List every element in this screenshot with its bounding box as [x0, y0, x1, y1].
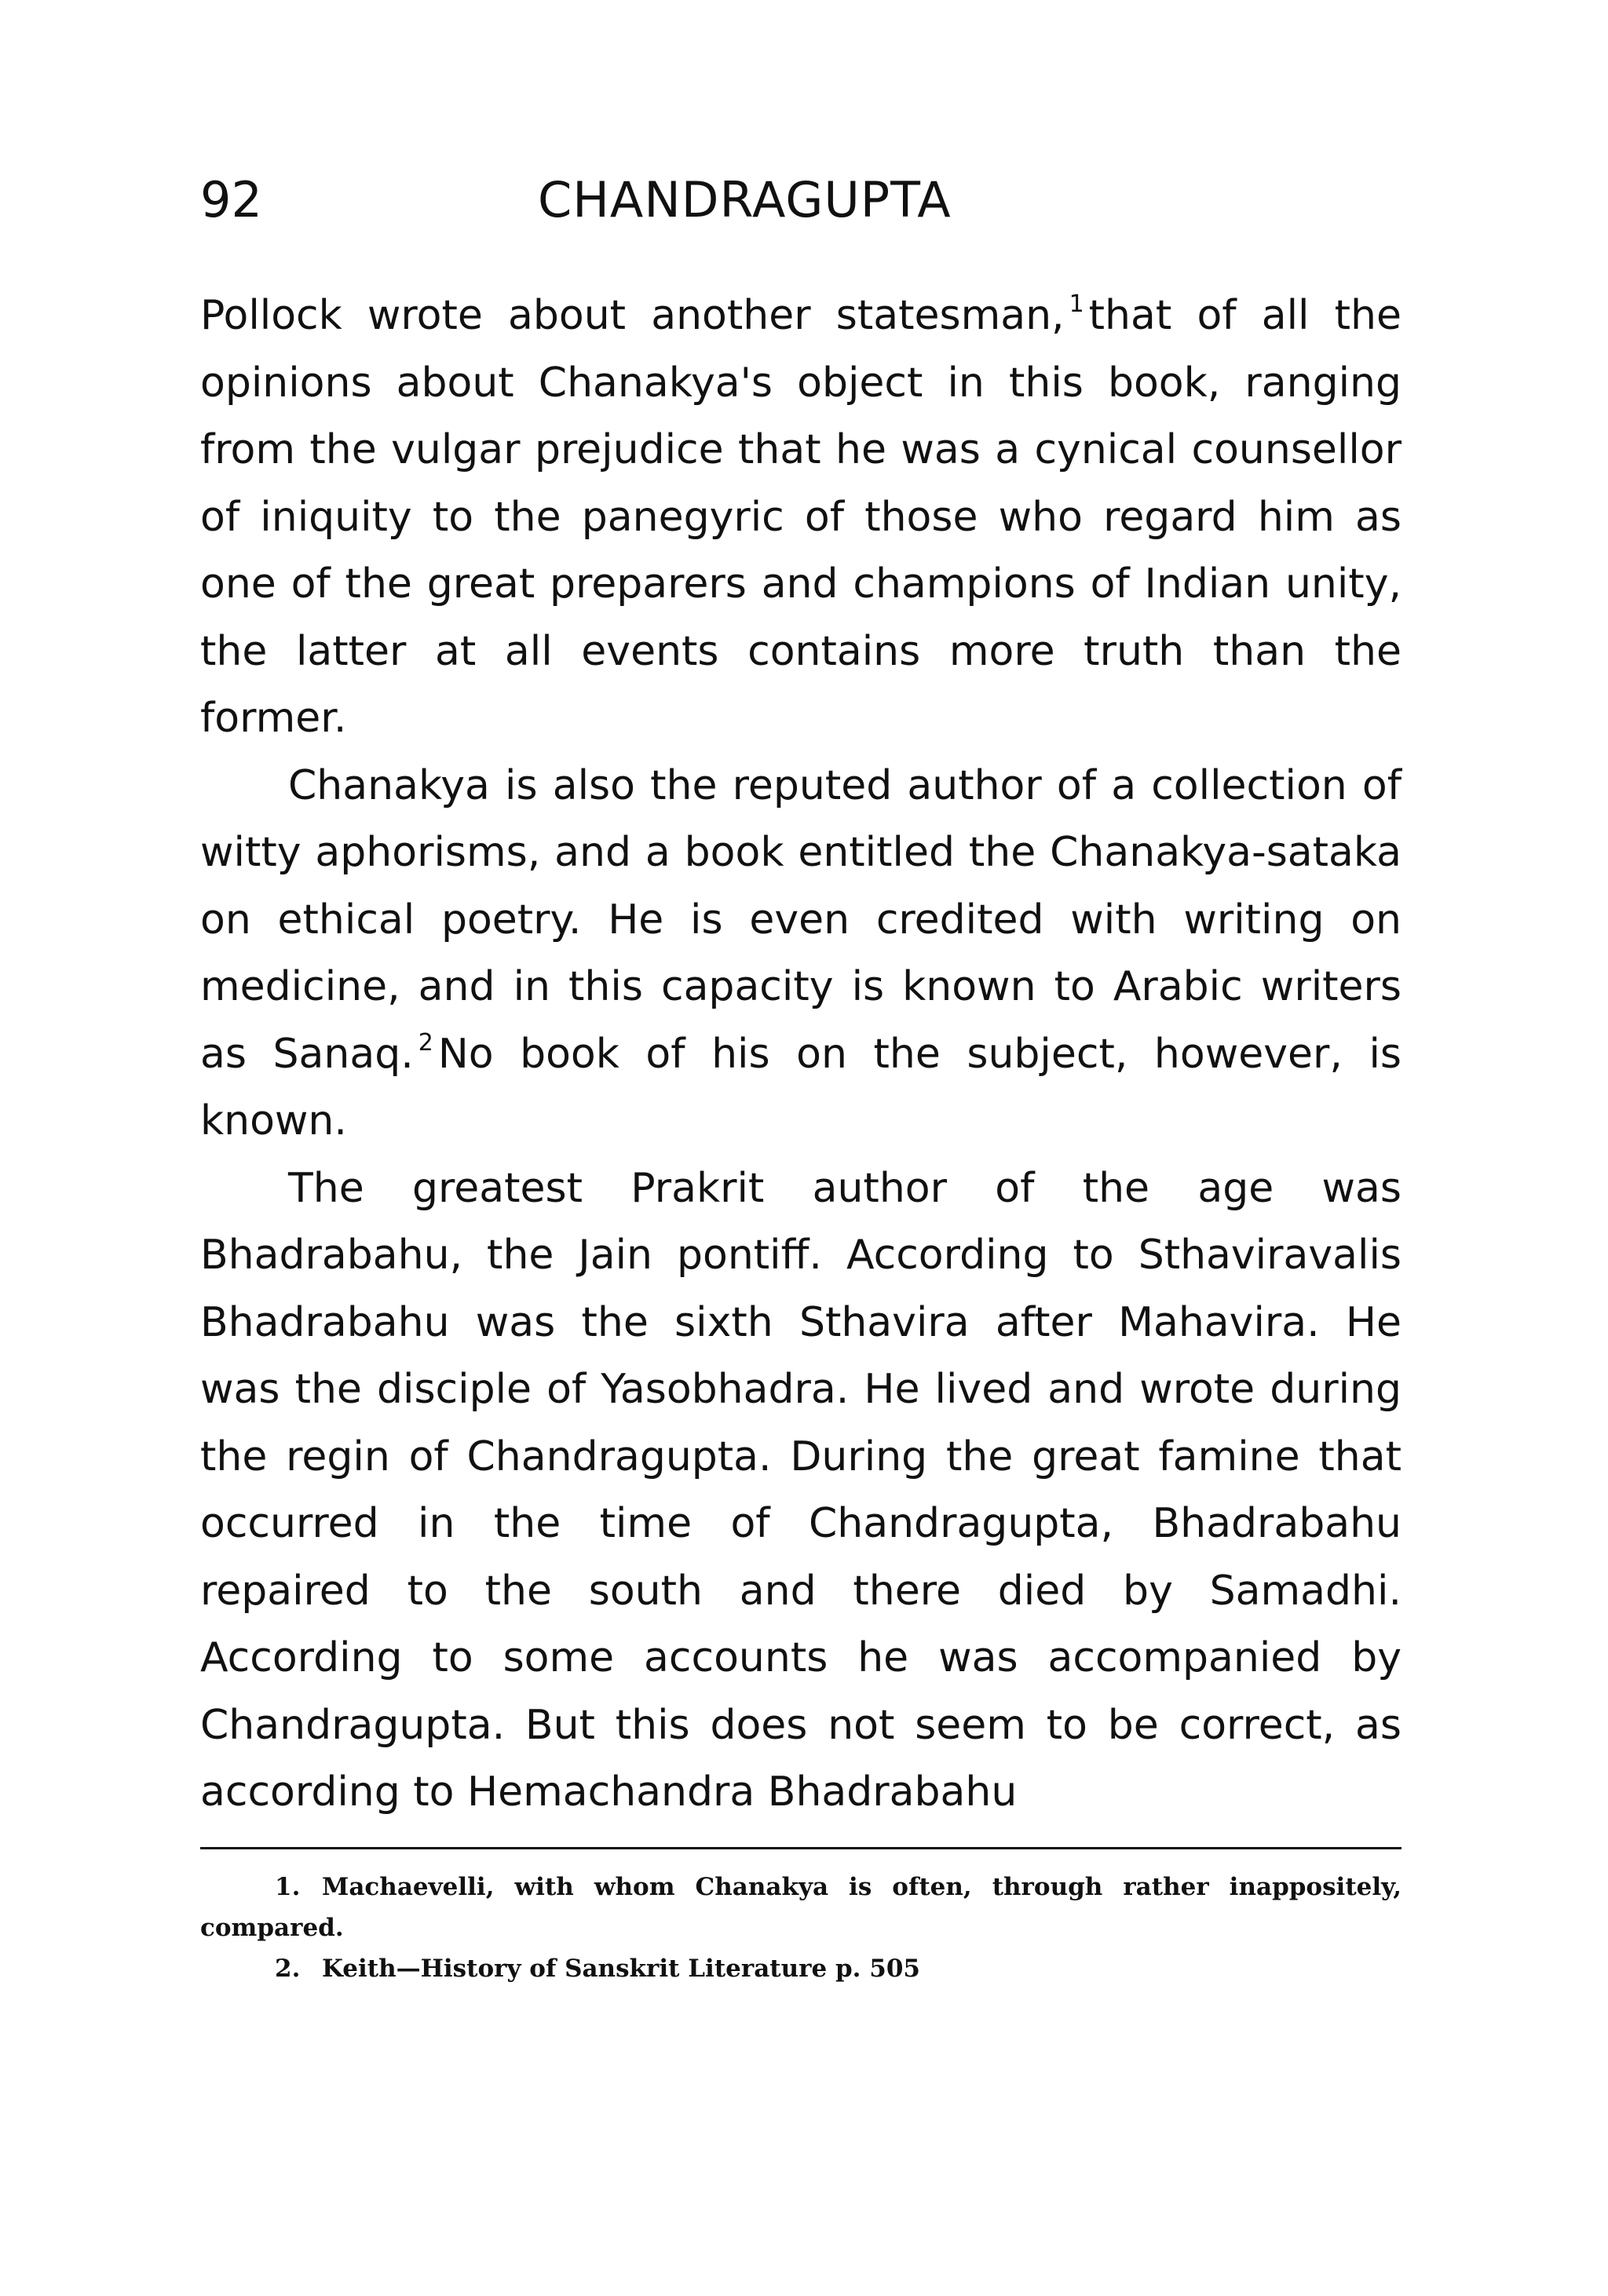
- footnote-ref-1: 1: [1069, 290, 1084, 318]
- paragraph-2-text-b: No book of his on the subject, however, is known.: [200, 1030, 1402, 1144]
- footnote-2-text: Keith—History of Sanskrit Literature p. 505: [322, 1954, 920, 1983]
- paragraph-1-text-b: that of all the opinions about Chanakya's object in this book, ranging from the vulgar prejudice that he was a cynical counsellor of iniquity to the panegyric of those who regard him as one of the great preparers and champions of Indian unity, the latter at all events contains more truth than the former.: [200, 292, 1402, 742]
- footnote-1-number: 1.: [275, 1872, 301, 1901]
- page-number: 92: [200, 171, 262, 228]
- footnote-ref-2: 2: [418, 1028, 433, 1057]
- running-head: [200, 165, 1402, 235]
- body-text: [200, 283, 1402, 1827]
- paragraph-1-text-a: Pollock wrote about another statesman,: [200, 292, 1065, 339]
- footnote-rule: [200, 1847, 1402, 1849]
- footnote-2: [200, 1948, 1402, 1989]
- paragraph-1: [200, 283, 1402, 753]
- paragraph-2-text-a: Chanakya is also the reputed author of a collection of witty aphorisms, and a book entitled the Chanakya-sataka on ethical poetry. He is even credited with writing on medicine, and in this capacity is known to Arabic writers as Sanaq.: [200, 761, 1402, 1078]
- book-page: [200, 165, 1402, 1989]
- book-title: CHANDRAGUPTA: [538, 171, 952, 228]
- footnote-2-number: 2.: [275, 1954, 301, 1983]
- paragraph-3: The greatest Prakrit author of the age was Bhadrabahu, the Jain pontiff. According to Sthaviravalis Bhadrabahu was the sixth Sthavira after Mahavira. He was the disciple of Yasobhadra. He lived and wrote during the regin of Chandragupta. During the great famine that occurred in the time of Chandragupta, Bhadrabahu repaired to the south and there died by Samadhi. According to some accounts he was accompanied by Chandragupta. But this does not seem to be correct, as according to Hemachandra Bhadrabahu: [200, 1164, 1402, 1816]
- footnote-1-text: Machaevelli, with whom Chanakya is often, through rather inappositely, compared.: [200, 1872, 1402, 1942]
- footnotes: [200, 1867, 1402, 1989]
- footnote-1: [200, 1867, 1402, 1948]
- paragraph-2: [200, 753, 1402, 1155]
